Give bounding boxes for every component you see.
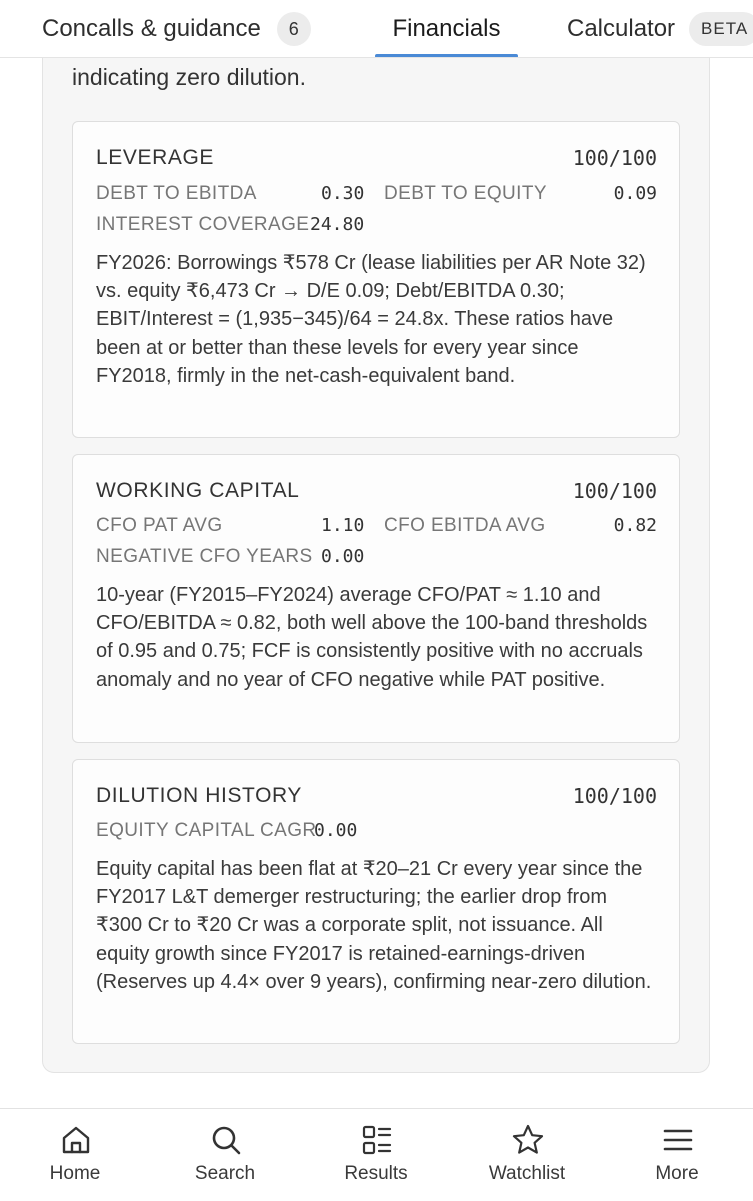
card-description: 10-year (FY2015–FY2024) average CFO/PAT ≈ 1.10 and CFO/EBITDA ≈ 0.82, both well above the 100-band thresholds of 0.95 and 0.75; FCF is consistently positive with no accruals anomaly and no year of CFO negative while PAT positive. <box>96 584 648 691</box>
metric-label-debt-to-ebitda: DEBT TO EBITDA <box>96 183 257 204</box>
intro-text: indicating zero dilution. <box>72 64 306 90</box>
menu-icon <box>661 1123 695 1157</box>
nav-home-label: Home <box>49 1163 101 1184</box>
metric-label-equity-capital-cagr: EQUITY CAPITAL CAGR <box>96 820 317 841</box>
tab-financials-label: Financials <box>392 15 501 42</box>
tab-financials[interactable] <box>375 0 518 58</box>
metric-value-interest-coverage: 24.80 <box>310 214 365 235</box>
metric-label-cfo-pat-avg: CFO PAT AVG <box>96 515 223 536</box>
metric-value-negative-cfo-years: 0.00 <box>321 546 365 567</box>
nav-home[interactable] <box>15 1109 135 1201</box>
leverage-card <box>72 121 680 438</box>
bottom-navigation <box>0 1108 753 1200</box>
concalls-count-badge: 6 <box>277 12 311 46</box>
star-icon <box>511 1123 545 1157</box>
nav-watchlist[interactable] <box>467 1109 587 1201</box>
card-score: 100/100 <box>572 479 657 503</box>
metric-value-cfo-pat-avg: 1.10 <box>321 515 365 536</box>
nav-more-label: More <box>655 1163 699 1184</box>
card-title: LEVERAGE <box>96 146 215 169</box>
metric-label-negative-cfo-years: NEGATIVE CFO YEARS <box>96 546 313 567</box>
metric-label-debt-to-equity: DEBT TO EQUITY <box>384 183 547 204</box>
nav-results[interactable] <box>316 1109 436 1201</box>
results-icon <box>360 1123 394 1157</box>
metric-value-cfo-ebitda-avg: 0.82 <box>613 515 657 536</box>
nav-results-label: Results <box>344 1163 408 1184</box>
tab-calculator[interactable] <box>567 0 753 58</box>
card-description: FY2026: Borrowings ₹578 Cr (lease liabilities per AR Note 32) vs. equity ₹6,473 Cr → D/E 0.09; Debt/EBITDA 0.30; EBIT/Interest = (1,935−345)/64 = 24.8x. These ratios have been at or better than these levels for every year since FY2018, firmly in the net-cash-equivalent band. <box>96 252 646 387</box>
metric-value-equity-capital-cagr: 0.00 <box>314 820 358 841</box>
metric-label-interest-coverage: INTEREST COVERAGE <box>96 214 310 235</box>
tab-concalls-guidance[interactable] <box>42 0 311 58</box>
top-tab-bar <box>0 0 753 58</box>
card-title: DILUTION HISTORY <box>96 784 303 807</box>
dilution-history-card <box>72 759 680 1044</box>
card-score: 100/100 <box>572 784 657 808</box>
working-capital-card <box>72 454 680 743</box>
active-tab-indicator <box>375 54 518 58</box>
card-title: WORKING CAPITAL <box>96 479 300 502</box>
tab-concalls-label: Concalls & guidance <box>42 15 261 42</box>
nav-search-label: Search <box>194 1163 256 1184</box>
metric-value-debt-to-ebitda: 0.30 <box>321 183 365 204</box>
card-score: 100/100 <box>572 146 657 170</box>
card-description: Equity capital has been flat at ₹20–21 Cr every year since the FY2017 L&T demerger restructuring; the earlier drop from ₹300 Cr to ₹20 Cr was a corporate split, not issuance. All equity growth since FY2017 is retained-earnings-driven (Reserves up 4.4× over 9 years), confirming near-zero dilution. <box>96 858 652 993</box>
metric-value-debt-to-equity: 0.09 <box>613 183 657 204</box>
metric-label-cfo-ebitda-avg: CFO EBITDA AVG <box>384 515 546 536</box>
nav-search[interactable] <box>165 1109 285 1201</box>
search-icon <box>209 1123 243 1157</box>
beta-badge: BETA <box>689 12 753 46</box>
home-icon <box>59 1123 93 1157</box>
nav-more[interactable] <box>617 1109 737 1201</box>
nav-watchlist-label: Watchlist <box>488 1163 566 1184</box>
tab-calculator-label: Calculator <box>567 15 676 42</box>
